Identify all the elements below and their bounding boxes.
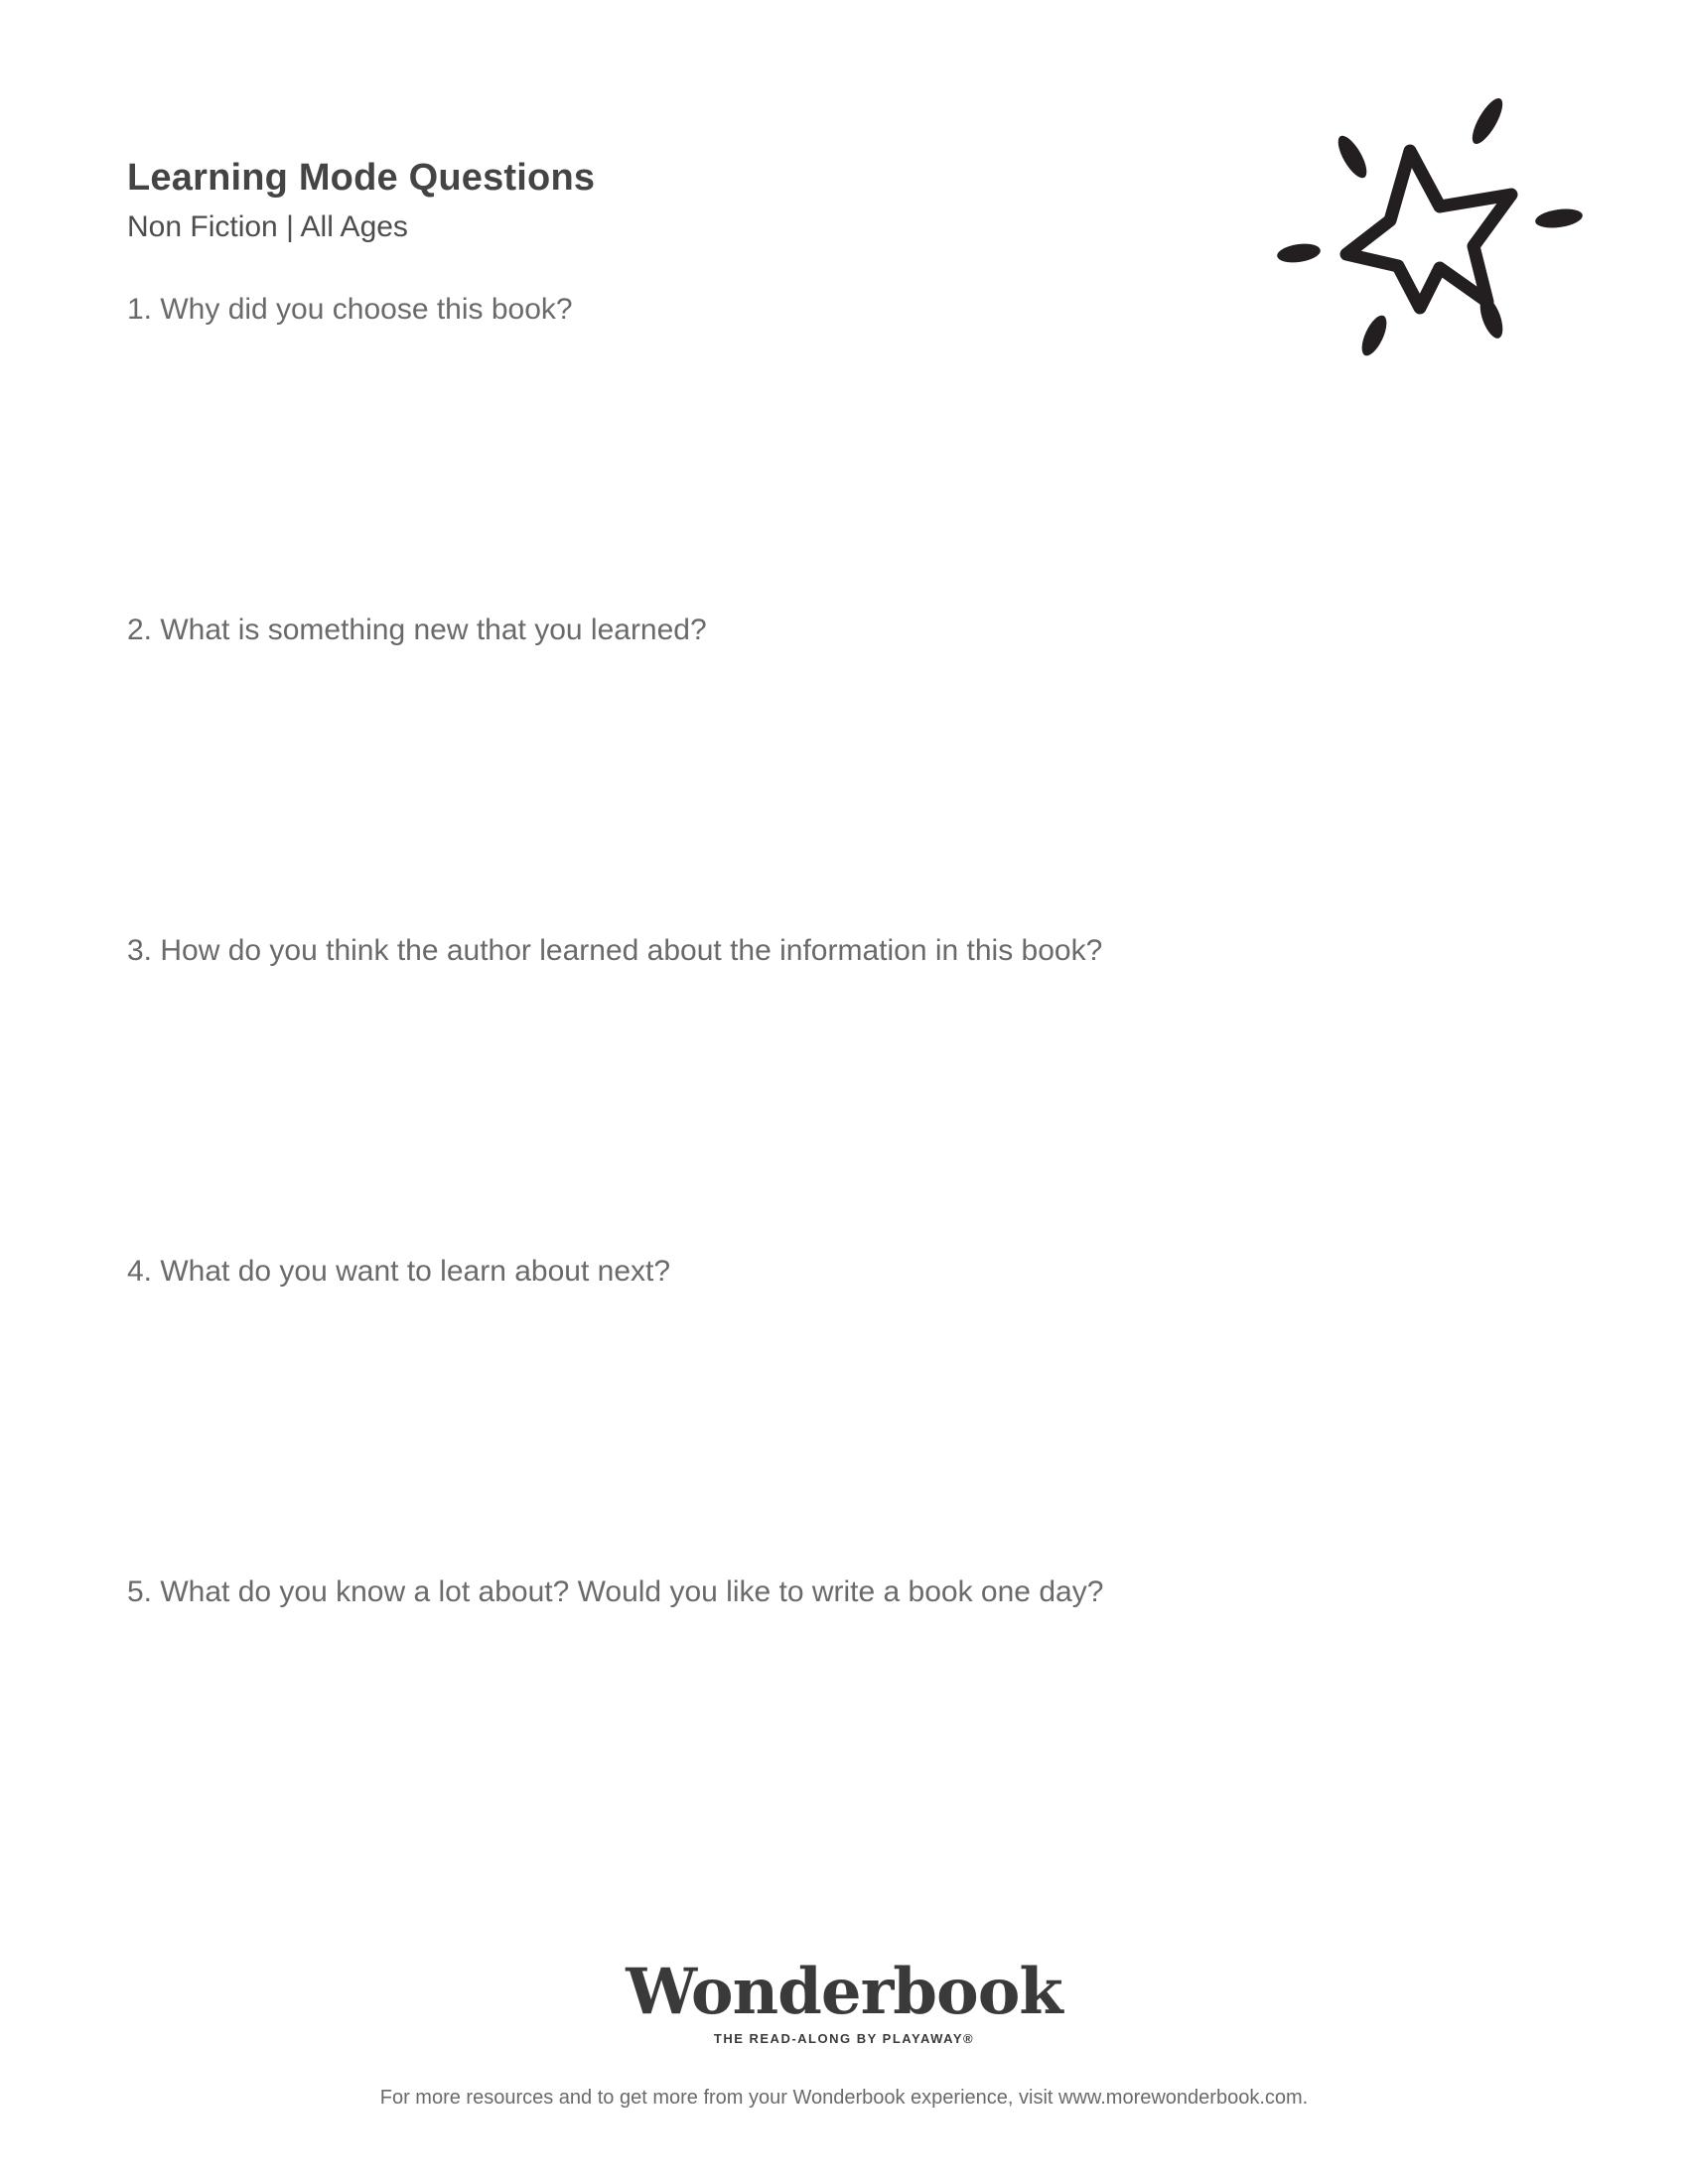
question-3: 3. How do you think the author learned about the information in this book? [127, 934, 1103, 967]
question-2: 2. What is something new that you learned? [127, 614, 707, 646]
brand-tagline: THE READ-ALONG BY PLAYAWAY® [713, 2031, 975, 2046]
question-1: 1. Why did you choose this book? [127, 293, 573, 326]
footer-note: For more resources and to get more from your Wonderbook experience, visit www.morewonderbook.com. [379, 2087, 1309, 2109]
brand-logo-text: Wonderbook [626, 1955, 1062, 2029]
question-4: 4. What do you want to learn about next? [127, 1255, 671, 1288]
sparkle-star-icon [1271, 89, 1599, 377]
question-5: 5. What do you know a lot about? Would you like to write a book one day? [127, 1575, 1104, 1608]
page-title: Learning Mode Questions [127, 157, 596, 199]
brand-logo [0, 1955, 1688, 2029]
page-subtitle: Non Fiction | All Ages [127, 210, 408, 243]
